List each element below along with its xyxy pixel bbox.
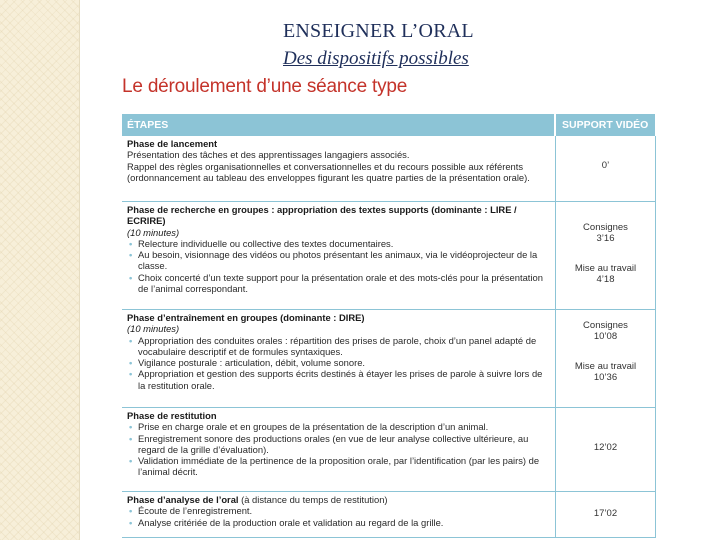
phase-suffix: (à distance du temps de restitution) — [238, 494, 388, 505]
video-time: 3’16 — [596, 233, 615, 245]
phase-heading — [127, 494, 551, 505]
step-text: Rappel des règles organisationnelles et conversationnelles et du recours possible aux référents (ordonnancement au tableau des enveloppes figurant les quatre parties de la présentation orale). — [127, 160, 530, 183]
video-label: Consignes — [583, 320, 628, 331]
table-row — [122, 310, 655, 408]
video-cell — [555, 492, 655, 538]
list-item: • Analyse critériée de la production orale et validation au regard de la grille. — [127, 517, 551, 528]
step-list — [127, 505, 551, 528]
phase-title: Phase d’entraînement en groupes (dominante : DIRE) — [127, 312, 365, 323]
list-item: • Appropriation des conduites orales : répartition des prises de parole, choix d’un panel adapté de vocabulaire descriptif et de formules syntaxiques. — [127, 335, 551, 358]
table-row — [122, 492, 655, 538]
table-row — [122, 136, 655, 202]
video-time: 0’ — [601, 160, 610, 171]
list-item: • Au besoin, visionnage des vidéos ou photos présentant les animaux, via le vidéoprojecteur de la classe. — [127, 249, 551, 272]
header-etapes: ÉTAPES — [122, 114, 555, 136]
list-item: • Appropriation et gestion des supports écrits destinés à étayer les prises de parole à suivre lors de la restitution orale. — [127, 368, 551, 391]
video-time: 12’02 — [593, 442, 618, 453]
list-item: • Prise en charge orale et en groupes de la présentation de la description d’un animal. — [127, 421, 551, 432]
duration-note: (10 minutes) — [127, 323, 180, 335]
session-table — [122, 114, 656, 538]
list-item: • Enregistrement sonore des productions orales (en vue de leur analyse collective ultérieure, au regard de la grille d’évaluation). — [127, 433, 551, 456]
phase-title: Phase de lancement — [127, 138, 218, 149]
steps-cell — [122, 136, 555, 202]
phase-title: Phase de recherche en groupes : appropriation des textes supports (dominante : LIRE / ECRIRE) — [127, 204, 517, 227]
header-support-video: SUPPORT VIDÉO — [555, 114, 655, 136]
steps-cell — [122, 492, 555, 538]
video-cell — [555, 408, 655, 492]
side-band-edge — [79, 0, 80, 540]
phase-title: Phase de restitution — [127, 410, 217, 421]
steps-cell — [122, 310, 555, 408]
video-time: 17’02 — [593, 508, 618, 519]
video-cell — [555, 202, 655, 310]
video-label: Consignes — [583, 222, 628, 233]
duration-note: (10 minutes) — [127, 226, 180, 238]
list-item: • Validation immédiate de la pertinence de la proposition orale, par l’identification (par les pairs) de l’animal décrit. — [127, 455, 551, 478]
video-time: 4’18 — [596, 273, 615, 285]
steps-cell — [122, 202, 555, 310]
table-row — [122, 202, 655, 310]
step-list — [127, 421, 551, 477]
list-item: • Écoute de l’enregistrement. — [127, 505, 551, 516]
step-text: Présentation des tâches et des apprentissages langagiers associés. — [127, 149, 410, 161]
table-header-row — [122, 114, 655, 136]
slide-subtitle: Des dispositifs possibles — [283, 48, 469, 69]
video-label: Mise au travail — [574, 360, 637, 372]
video-label: Mise au travail — [574, 262, 637, 274]
video-time: 10’36 — [593, 371, 618, 383]
video-time: 10’08 — [593, 331, 618, 343]
video-cell — [555, 310, 655, 408]
step-list — [127, 238, 551, 294]
slide-title: ENSEIGNER L’ORAL — [283, 20, 474, 42]
document-heading: Le déroulement d’une séance type — [122, 76, 408, 97]
video-cell — [555, 136, 655, 202]
phase-title: Phase d’analyse de l’oral — [127, 494, 239, 505]
table-row — [122, 408, 655, 492]
list-item: • Vigilance posturale : articulation, débit, volume sonore. — [127, 357, 551, 368]
decorative-side-band — [0, 0, 79, 540]
list-item: • Relecture individuelle ou collective des textes documentaires. — [127, 238, 551, 249]
steps-cell — [122, 408, 555, 492]
list-item: • Choix concerté d’un texte support pour la présentation orale et des mots-clés pour la présentation de l’animal correspondant. — [127, 272, 551, 295]
step-list — [127, 335, 551, 391]
